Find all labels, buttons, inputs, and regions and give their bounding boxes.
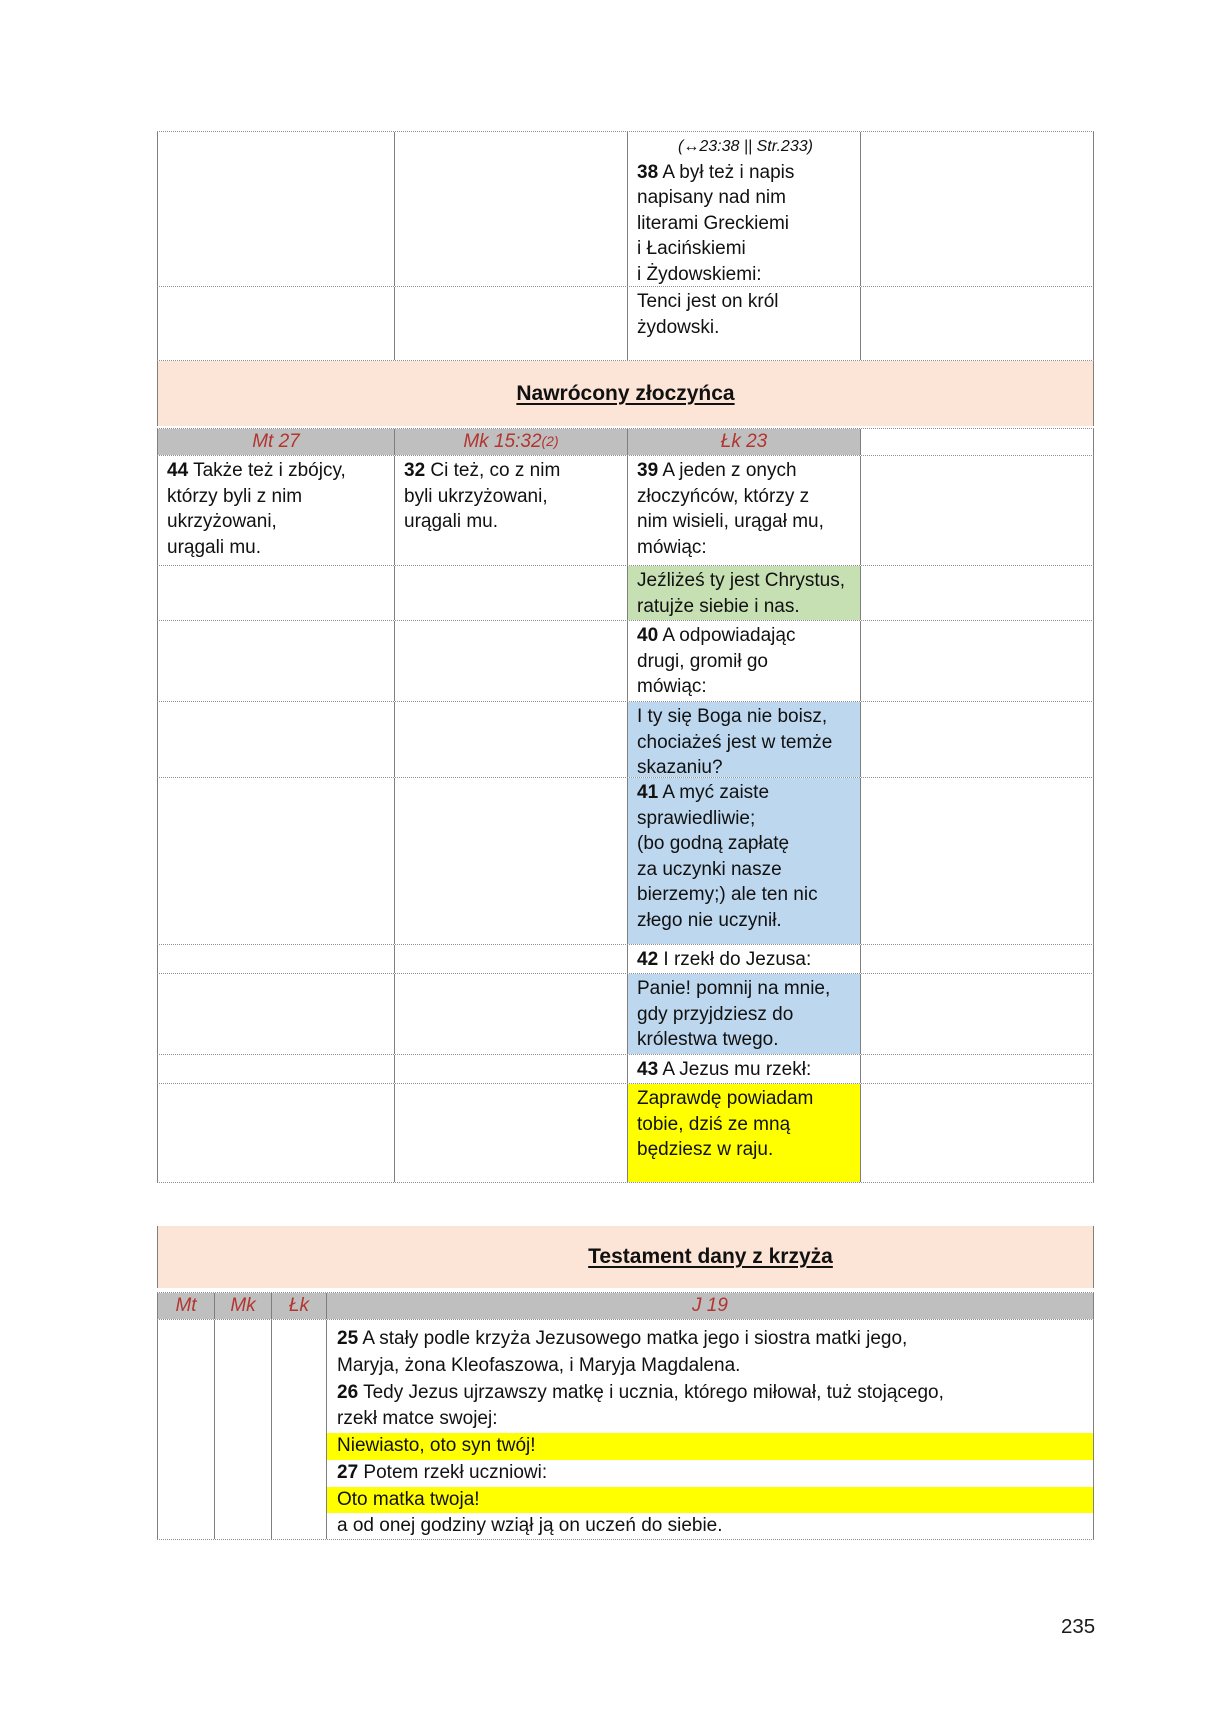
section-title: Testament dany z krzyża [588, 1245, 833, 1268]
verse-text [637, 289, 854, 340]
empty-cell [157, 132, 395, 286]
column-header-row [157, 428, 1094, 456]
verse-text [637, 160, 854, 288]
section-band [157, 1226, 1094, 1288]
text-line: królestwa twego. [637, 1029, 779, 1050]
text-line: 38 A był też i napis [637, 161, 795, 183]
empty-cell [395, 702, 628, 777]
text-line: i Żydowskiemi: [637, 263, 762, 285]
empty-cell [861, 287, 1094, 360]
text-line: ratujże siebie i nas. [637, 595, 800, 617]
text-line: sprawiedliwie; [637, 807, 756, 829]
verse-cell-mt [157, 456, 395, 565]
text-line: 44 Także też i zbójcy, [167, 460, 346, 481]
verse-cell-j19 [327, 1320, 1094, 1539]
section-title: Nawrócony złoczyńca [516, 381, 735, 405]
column-header-mk: Mk 15:32 (2) [395, 429, 628, 455]
text-line: 25 A stały podle krzyża Jezusowego matka jego i siostra matki jego, [337, 1328, 908, 1349]
column-header-lk: Łk [272, 1293, 327, 1319]
column-header-empty [861, 429, 1094, 455]
table-row [157, 566, 1094, 621]
text-line: 32 Ci też, co z nim [404, 460, 561, 481]
text-line: nim wisieli, urągał mu, [637, 511, 824, 532]
table-row [157, 621, 1094, 702]
table-row [157, 1084, 1094, 1183]
text-line: drugi, gromił go [637, 650, 768, 672]
verse-cell-lk-highlighted [628, 1084, 861, 1182]
text-line: Niewiasto, oto syn twój! [327, 1433, 1093, 1460]
text-line: 27 Potem rzekł uczniowi: [337, 1461, 548, 1483]
text-line: żydowski. [637, 316, 720, 338]
text-line: tobie, dziś ze mną [637, 1113, 791, 1135]
table-row [157, 456, 1094, 566]
empty-cell [272, 1320, 327, 1539]
text-line: będziesz w raju. [637, 1139, 774, 1160]
verse-cell-lk [628, 621, 861, 701]
text-line: 26 Tedy Jezus ujrzawszy matkę i ucznia, którego miłował, tuż stojącego, [337, 1381, 944, 1403]
empty-cell [395, 566, 628, 620]
text-line: którzy byli z nim [167, 485, 303, 507]
text-line: gdy przyjdziesz do [637, 1003, 794, 1025]
text-line: rzekł matce swojej: [337, 1408, 498, 1430]
spacer [157, 1183, 1094, 1226]
empty-cell [157, 287, 395, 360]
column-header-mk: Mk [215, 1293, 272, 1319]
column-header-j19: J 19 [327, 1293, 1094, 1319]
empty-cell [861, 702, 1094, 777]
verse-cell-mk [395, 456, 628, 565]
column-header-lk: Łk 23 [628, 429, 861, 455]
empty-cell [157, 1055, 395, 1083]
empty-cell [861, 456, 1094, 565]
table-row [157, 974, 1094, 1055]
text-line: ukrzyżowani, [167, 511, 277, 532]
text-line: Zaprawdę powiadam [637, 1088, 814, 1109]
verse-cell-lk [628, 945, 861, 973]
table-row [157, 702, 1094, 778]
empty-cell [157, 621, 395, 701]
empty-cell [395, 974, 628, 1054]
text-line: i Łacińskiemi [637, 238, 746, 259]
empty-cell [395, 778, 628, 944]
empty-cell [157, 778, 395, 944]
text-line: a od onej godziny wziął ją on uczeń do siebie. [337, 1515, 723, 1537]
empty-cell [395, 1055, 628, 1083]
text-line: za uczynki nasze [637, 858, 782, 880]
text-line: urągali mu. [167, 536, 261, 558]
empty-cell [157, 566, 395, 620]
empty-cell [157, 974, 395, 1054]
verse-cell-lk-highlighted [628, 778, 861, 944]
verse-cell-lk-highlighted [628, 974, 861, 1054]
text-line: 40 A odpowiadając [637, 625, 796, 646]
empty-cell [215, 1320, 272, 1539]
empty-cell [861, 132, 1094, 286]
synopsis-tables [157, 131, 1094, 1540]
verse-cell-lk-highlighted [628, 566, 861, 620]
text-line: literami Greckiemi [637, 212, 790, 234]
column-header-mt: Mt 27 [157, 429, 395, 455]
empty-cell [157, 1084, 395, 1182]
table-row [157, 1320, 1094, 1540]
empty-cell [861, 945, 1094, 973]
empty-cell [861, 974, 1094, 1054]
text-line: Jeźliżeś ty jest Chrystus, [637, 570, 845, 591]
text-line: urągali mu. [404, 511, 498, 532]
text-line: Panie! pomnij na mnie, [637, 978, 831, 999]
text-line: mówiąc: [637, 676, 707, 697]
empty-cell [861, 1084, 1094, 1182]
empty-cell [157, 945, 395, 973]
empty-cell [157, 1320, 215, 1539]
verse-cell-lk-highlighted [628, 702, 861, 777]
text-line: 41 A myć zaiste [637, 782, 770, 803]
verse-cell [628, 287, 861, 360]
text-line: 39 A jeden z onych [637, 460, 797, 481]
empty-cell [395, 132, 628, 286]
text-line: I ty się Boga nie boisz, [637, 706, 828, 727]
page-number: 235 [1061, 1615, 1096, 1638]
empty-cell [861, 621, 1094, 701]
text-line: Oto matka twoja! [327, 1487, 1093, 1514]
table-row [157, 945, 1094, 974]
empty-cell [395, 945, 628, 973]
text-line: napisany nad nim [637, 187, 786, 208]
column-header-mt: Mt [157, 1293, 215, 1319]
text-line: Tenci jest on król [637, 291, 779, 312]
table-row [157, 778, 1094, 945]
text-line: byli ukrzyżowani, [404, 485, 548, 507]
empty-cell [395, 1084, 628, 1182]
verse-cell-lk [628, 456, 861, 565]
section-band [157, 361, 1094, 426]
text-line: 43 A Jezus mu rzekł: [637, 1059, 812, 1080]
table-row [157, 1055, 1094, 1084]
verse-cell [628, 132, 861, 286]
empty-cell [395, 287, 628, 360]
text-line: skazaniu? [637, 757, 723, 778]
empty-cell [157, 702, 395, 777]
text-line: 42 I rzekł do Jezusa: [637, 949, 812, 970]
text-line: mówiąc: [637, 536, 707, 558]
verse-cell-lk [628, 1055, 861, 1083]
text-line: bierzemy;) ale ten nic [637, 884, 818, 905]
empty-cell [861, 778, 1094, 944]
table-row [157, 132, 1094, 287]
column-header-row [157, 1292, 1094, 1320]
cross-reference-note: (↔23:38 || Str.233) [678, 138, 813, 155]
text-line: (bo godną zapłatę [637, 833, 790, 854]
text-line: chociażeś jest w temże [637, 731, 833, 753]
empty-cell [395, 621, 628, 701]
text-line: Maryja, żona Kleofaszowa, i Maryja Magdalena. [337, 1354, 741, 1376]
top-table-fragment [157, 131, 1094, 361]
table-row [157, 287, 1094, 361]
text-line: złego nie uczynił. [637, 909, 782, 931]
text-line: złoczyńców, którzy z [637, 485, 810, 507]
empty-cell [861, 1055, 1094, 1083]
empty-cell [861, 566, 1094, 620]
